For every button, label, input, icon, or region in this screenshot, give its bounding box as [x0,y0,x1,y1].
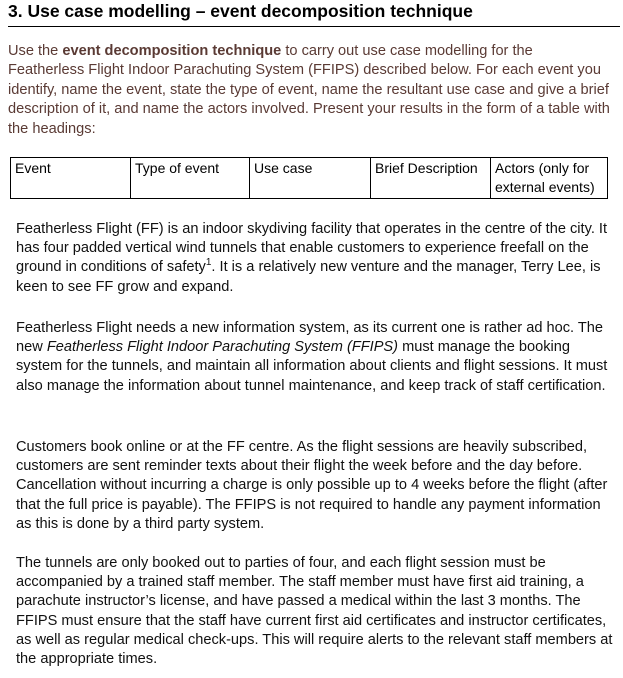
paragraph-overview [16,220,616,297]
heading-cell-actors: Actors (only for external events) [491,158,608,199]
table-headings [10,157,608,199]
instructions-text-end: to carry out use case modelling for the Featherless Flight Indoor Parachuting System (FFIPS) described below. For each event you identify, name the event, state the type of event, name the resultant use case and give a brief description of it, and name the actors involved. Present your results in the form of a table with the headings: [8,43,610,137]
paragraph-overview-end: . It is a relatively new venture and the manager, Terry Lee, is keen to see FF grow and expand. [16,259,601,295]
paragraph-system-need-end: must manage the booking system for the tunnels, and maintain all information about clients and flight sessions. It must also manage the information about tunnel maintenance, and keep track of staff certification. [16,339,608,394]
heading-cell-event: Event [11,158,131,199]
table-header-row [11,158,608,199]
heading-cell-use-case: Use case [250,158,371,199]
paragraph-system-need [16,319,616,396]
heading-cell-type-of-event: Type of event [131,158,250,199]
paragraph-overview-start: Featherless Flight (FF) is an indoor skydiving facility that operates in the centre of the city. It has four padded vertical wind tunnels that enable customers to experience freefall on the ground in conditions of safety [16,221,608,276]
heading-cell-brief-description: Brief Description [371,158,491,199]
page-heading: 3. Use case modelling – event decomposition technique [8,0,620,27]
instructions-emphasis: event decomposition technique [62,43,282,59]
paragraph-booking: Customers book online or at the FF centre. As the flight sessions are heavily subscribed, customers are sent reminder texts about their flight the week before and the day before. Cancellation without incurring a charge is only possible up to 4 weeks before the flight (after that the full price is payable). The FFIPS is not required to handle any payment information as this is done by a third party system. [16,439,608,532]
footnote-marker: 1 [205,257,212,269]
instructions-text-start: Use the [8,43,63,59]
instructions-paragraph [8,42,613,139]
system-name: Featherless Flight Indoor Parachuting System (FFIPS) [46,339,399,356]
paragraph-system-need-start: Featherless Flight needs a new information system, as its current one is rather ad hoc. The new [16,320,604,356]
paragraph-staff: The tunnels are only booked out to parties of four, and each flight session must be accompanied by a trained staff member. The staff member must have first aid training, a parachute instructor’s license, and have passed a medical within the last 3 months. The FFIPS must ensure that the staff have current first aid certificates and instructor certificates, as well as regular medical check-ups. This will require alerts to the relevant staff members at the appropriate times. [16,555,613,668]
